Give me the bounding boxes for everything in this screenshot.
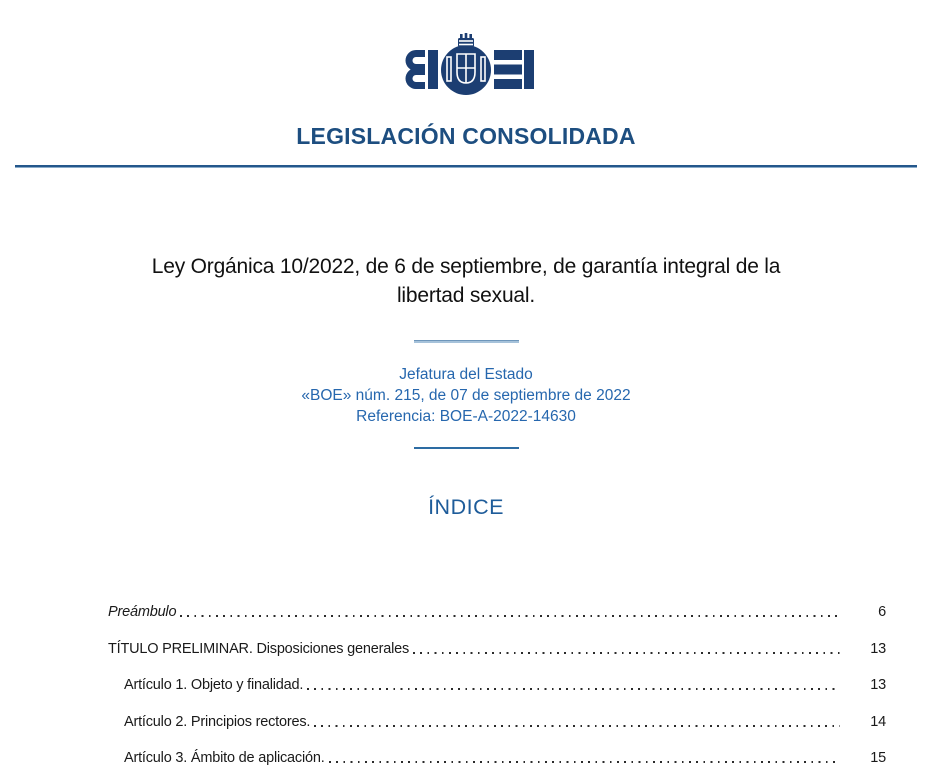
- toc-entry-label: Artículo 2. Principios rectores.: [124, 713, 311, 730]
- toc-leader-dots: [314, 725, 840, 727]
- toc-entry: [108, 715, 886, 730]
- toc-entry: [108, 642, 886, 657]
- toc-entry: [108, 751, 886, 766]
- toc-entry-label: Artículo 3. Ámbito de aplicación.: [124, 750, 325, 766]
- toc-leader-dots: [180, 615, 840, 617]
- table-of-contents: [108, 605, 886, 766]
- toc-page-number: 13: [870, 677, 886, 693]
- toc-entry: [108, 605, 886, 620]
- toc-entry-label: Artículo 1. Objeto y finalidad.: [124, 677, 304, 693]
- document-meta: [0, 364, 932, 427]
- reference: Referencia: BOE-A-2022-14630: [356, 408, 576, 425]
- section-divider: [414, 447, 519, 449]
- toc-page-number: 13: [870, 640, 886, 657]
- document-title: Ley Orgánica 10/2022, de 6 de septiembre, de garantía integral de la libertad sexual.: [151, 255, 781, 307]
- boe-logo: [396, 33, 536, 95]
- masthead-rule: [15, 165, 917, 168]
- section-divider: [414, 340, 519, 343]
- publication-info: «BOE» núm. 215, de 07 de septiembre de 2022: [301, 387, 631, 404]
- masthead-title: LEGISLACIÓN CONSOLIDADA: [296, 123, 636, 149]
- toc-entry-label: TÍTULO PRELIMINAR. Disposiciones generales: [108, 640, 410, 657]
- toc-page-number: 14: [870, 713, 886, 730]
- toc-leader-dots: [413, 652, 840, 654]
- toc-leader-dots: [307, 688, 840, 690]
- index-heading: ÍNDICE: [428, 495, 504, 519]
- toc-page-number: 6: [878, 604, 886, 620]
- toc-entry: [108, 678, 886, 693]
- toc-page-number: 15: [870, 750, 886, 766]
- issuer: Jefatura del Estado: [399, 366, 533, 383]
- toc-leader-dots: [329, 761, 840, 763]
- toc-entry-label: Preámbulo: [108, 604, 177, 620]
